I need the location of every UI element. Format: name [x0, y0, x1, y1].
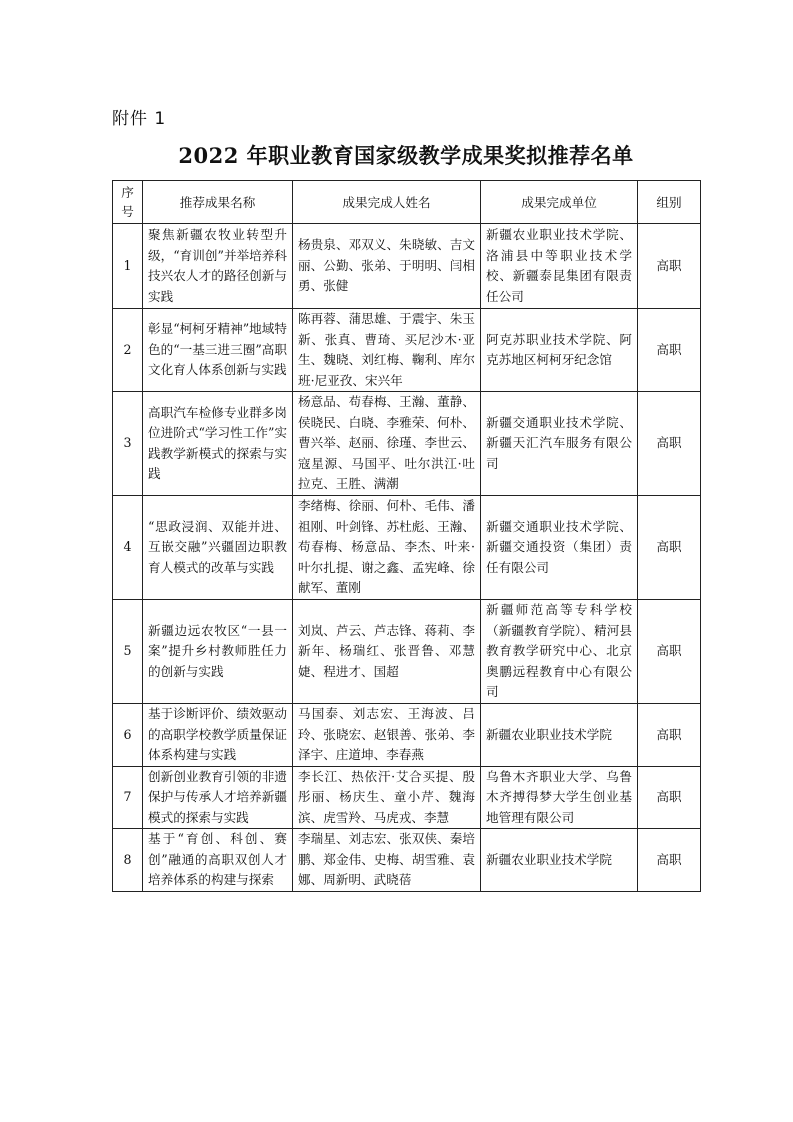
- table-row: [113, 496, 701, 600]
- row-completing-unit: 新疆农业职业技术学院、洛浦县中等职业技术学校、新疆泰昆集团有限责任公司: [481, 224, 638, 309]
- row-completing-unit: 新疆农业职业技术学院: [481, 704, 638, 767]
- row-completers: 李绪梅、徐丽、何朴、毛伟、潘祖刚、叶剑锋、苏杜彪、王瀚、苟春梅、杨意品、李杰、叶来·叶尔扎提、谢之鑫、孟宪峰、徐献军、董刚: [293, 496, 481, 600]
- row-achievement-name: 新疆边远农牧区“一县一案”提升乡村教师胜任力的创新与实践: [143, 600, 293, 704]
- row-achievement-name: “思政浸润、双能并进、互嵌交融”兴疆固边职教育人模式的改革与实践: [143, 496, 293, 600]
- table-row: [113, 392, 701, 496]
- row-group: 高职: [638, 496, 701, 600]
- header-achievement-name: 推荐成果名称: [143, 181, 293, 224]
- row-achievement-name: 高职汽车检修专业群多岗位进阶式“学习性工作”实践教学新模式的探索与实践: [143, 392, 293, 496]
- row-group: 高职: [638, 224, 701, 309]
- row-no: 8: [113, 829, 143, 892]
- header-completers: 成果完成人姓名: [293, 181, 481, 224]
- table-row: [113, 224, 701, 309]
- row-completing-unit: 新疆农业职业技术学院: [481, 829, 638, 892]
- row-completing-unit: 新疆师范高等专科学校（新疆教育学院）、精河县教育教学研究中心、北京奥鹏远程教育中心有限公司: [481, 600, 638, 704]
- row-completing-unit: 新疆交通职业技术学院、新疆天汇汽车服务有限公司: [481, 392, 638, 496]
- row-completers: 马国泰、刘志宏、王海波、吕玲、张晓宏、赵银善、张弟、李泽宇、庄道坤、李春燕: [293, 704, 481, 767]
- row-group: 高职: [638, 309, 701, 392]
- row-no: 5: [113, 600, 143, 704]
- table-row: [113, 829, 701, 892]
- row-no: 6: [113, 704, 143, 767]
- header-group: 组别: [638, 181, 701, 224]
- row-no: 2: [113, 309, 143, 392]
- table-row: [113, 766, 701, 829]
- row-completers: 陈再蓉、蒲思雄、于震宇、朱玉新、张真、曹琦、买尼沙木·亚生、魏晓、刘红梅、鞠利、库尔班·尼亚孜、宋兴年: [293, 309, 481, 392]
- row-no: 4: [113, 496, 143, 600]
- row-achievement-name: 彰显“柯柯牙精神”地域特色的“一基三进三圈”高职文化育人体系创新与实践: [143, 309, 293, 392]
- row-achievement-name: 聚焦新疆农牧业转型升级，“育训创”并举培养科技兴农人才的路径创新与实践: [143, 224, 293, 309]
- row-no: 3: [113, 392, 143, 496]
- row-completers: 杨贵泉、邓双义、朱晓敏、吉文丽、公勤、张弟、于明明、闫相勇、张健: [293, 224, 481, 309]
- row-group: 高职: [638, 766, 701, 829]
- row-no: 7: [113, 766, 143, 829]
- row-completers: 李长江、热依汗·艾合买提、殷彤丽、杨庆生、童小芹、魏海滨、虎雪羚、马虎戎、李慧: [293, 766, 481, 829]
- row-achievement-name: 基于诊断评价、绩效驱动的高职学校教学质量保证体系构建与实践: [143, 704, 293, 767]
- row-completing-unit: 乌鲁木齐职业大学、乌鲁木齐搏得梦大学生创业基地管理有限公司: [481, 766, 638, 829]
- row-group: 高职: [638, 600, 701, 704]
- table-row: [113, 600, 701, 704]
- header-completing-unit: 成果完成单位: [481, 181, 638, 224]
- row-completing-unit: 新疆交通职业技术学院、新疆交通投资（集团）责任有限公司: [481, 496, 638, 600]
- table-row: [113, 309, 701, 392]
- table-row: [113, 704, 701, 767]
- document-title: 2022 年职业教育国家级教学成果奖拟推荐名单: [178, 143, 634, 168]
- row-group: 高职: [638, 392, 701, 496]
- row-completers: 杨意品、苟春梅、王瀚、董静、侯晓民、白晓、李雅荣、何朴、曹兴举、赵丽、徐瑾、李世云、寇星源、马国平、吐尔洪江·吐拉克、王胜、满潮: [293, 392, 481, 496]
- header-no: 序号: [113, 181, 143, 224]
- row-completing-unit: 阿克苏职业技术学院、阿克苏地区柯柯牙纪念馆: [481, 309, 638, 392]
- row-achievement-name: 基于“育创、科创、赛创”融通的高职双创人才培养体系的构建与探索: [143, 829, 293, 892]
- recommendation-table: [112, 180, 701, 892]
- row-completers: 李瑞星、刘志宏、张双侠、秦培鹏、郑金伟、史梅、胡雪雅、袁娜、周新明、武晓蓓: [293, 829, 481, 892]
- row-no: 1: [113, 224, 143, 309]
- attachment-label: 附件 1: [112, 109, 167, 129]
- row-group: 高职: [638, 829, 701, 892]
- row-group: 高职: [638, 704, 701, 767]
- row-completers: 刘岚、芦云、芦志锋、蒋莉、李新年、杨瑞红、张晋鲁、邓慧婕、程进才、国超: [293, 600, 481, 704]
- row-achievement-name: 创新创业教育引领的非遗保护与传承人才培养新疆模式的探索与实践: [143, 766, 293, 829]
- table-header-row: [113, 181, 701, 224]
